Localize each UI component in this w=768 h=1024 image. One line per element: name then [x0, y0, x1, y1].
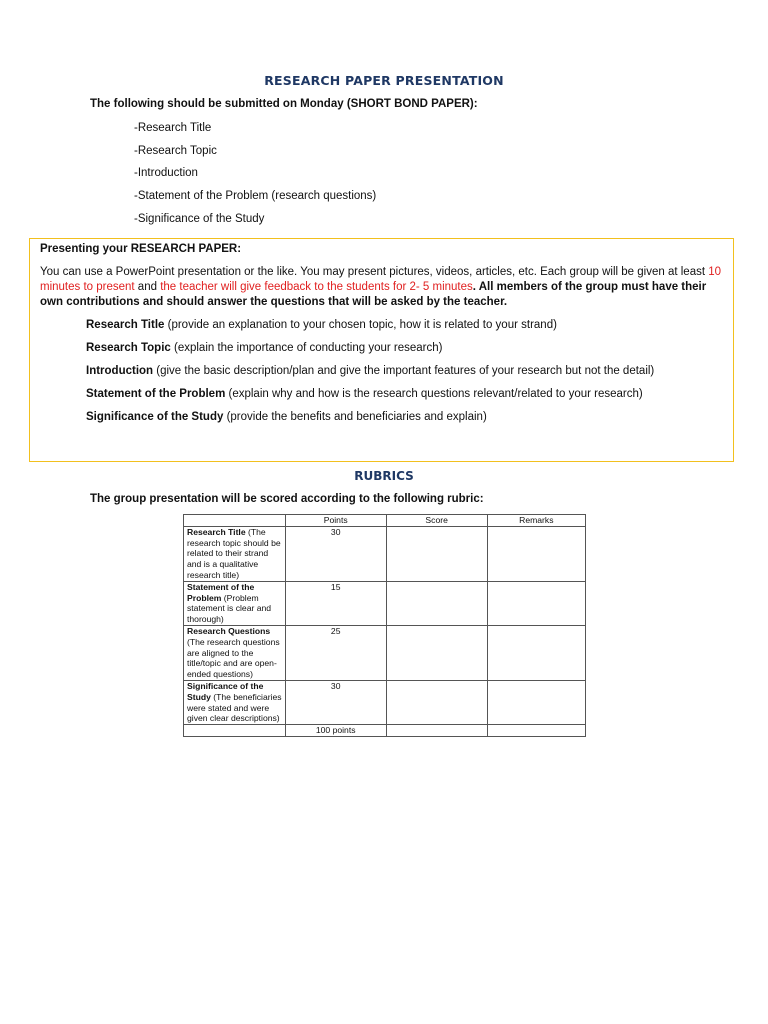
- explain-desc: (provide the benefits and beneficiaries and explain): [223, 411, 487, 423]
- table-row: [184, 581, 586, 625]
- explain-term: Introduction: [86, 365, 154, 377]
- total-points: 100 points: [285, 725, 386, 737]
- header-score: Score: [386, 515, 487, 527]
- header-criteria: [184, 515, 286, 527]
- explain-desc: (explain why and how is the research questions relevant/related to your research): [225, 388, 643, 400]
- criteria-cell: [184, 625, 286, 680]
- explain-term: Statement of the Problem: [86, 388, 226, 400]
- instructions-members: . All members of the group must have their own contributions and should answer the questions that will be asked by the teacher.: [40, 281, 707, 308]
- rubrics-intro: The group presentation will be scored according to the following rubric:: [90, 493, 484, 505]
- submission-item: -Research Title: [134, 122, 212, 134]
- submission-list: [134, 121, 376, 234]
- submission-item: -Statement of the Problem (research questions): [134, 190, 377, 203]
- score-cell: [386, 680, 487, 724]
- criteria-cell: [184, 526, 286, 581]
- explain-desc: (explain the importance of conducting your research): [170, 342, 443, 354]
- criteria-term: Statement of the Problem: [187, 581, 255, 603]
- explain-term: Research Title: [86, 319, 165, 331]
- rubrics-title: RUBRICS: [354, 469, 414, 483]
- header-points: Points: [285, 515, 386, 527]
- presenting-heading: Presenting your RESEARCH PAPER:: [40, 243, 242, 255]
- submission-item: -Significance of the Study: [134, 212, 265, 225]
- presenting-box: [29, 238, 734, 462]
- score-cell: [386, 526, 487, 581]
- explain-desc: (provide an explanation to your chosen topic, how it is related to your strand): [164, 319, 557, 331]
- criteria-desc: (Problem statement is clear and thorough): [187, 592, 272, 625]
- explain-item: [86, 318, 727, 341]
- table-row: [184, 680, 586, 724]
- criteria-desc: (The research questions are aligned to the title/topic and are open-ended questions): [187, 636, 280, 680]
- criteria-desc: (The beneficiaries were stated and were given clear descriptions): [187, 691, 282, 724]
- explain-list: [40, 318, 727, 433]
- table-total-row: [184, 725, 586, 737]
- remarks-cell: [487, 581, 585, 625]
- total-remarks-cell: [487, 725, 585, 737]
- criteria-cell: [184, 581, 286, 625]
- criteria-term: Significance of the Study: [187, 680, 264, 702]
- submission-item: -Research Topic: [134, 144, 217, 157]
- criteria-desc: (The research topic should be related to their strand and is a qualitative research title): [187, 526, 281, 580]
- criteria-cell: [184, 680, 286, 724]
- criteria-term: Research Questions: [187, 625, 271, 636]
- table-header-row: [184, 515, 586, 527]
- explain-desc: (give the basic description/plan and give the important features of your research but not the detail): [153, 365, 655, 377]
- presenting-instructions: [40, 265, 727, 310]
- explain-term: Significance of the Study: [86, 411, 224, 423]
- explain-item: [86, 387, 727, 410]
- page-title: RESEARCH PAPER PRESENTATION: [264, 73, 504, 88]
- explain-item: [86, 410, 727, 433]
- points-cell: 30: [285, 526, 386, 581]
- criteria-term: Research Title: [187, 526, 246, 537]
- score-cell: [386, 625, 487, 680]
- score-cell: [386, 581, 487, 625]
- instructions-text: and: [134, 281, 161, 293]
- remarks-cell: [487, 680, 585, 724]
- points-cell: 25: [285, 625, 386, 680]
- remarks-cell: [487, 526, 585, 581]
- submission-intro: The following should be submitted on Monday (SHORT BOND PAPER):: [90, 98, 478, 110]
- instructions-text: You can use a PowerPoint presentation or the like. You may present pictures, videos, articles, etc. Each group will be given at least: [40, 266, 709, 278]
- explain-item: [86, 364, 727, 387]
- highlight-feedback: the teacher will give feedback to the students for 2- 5 minutes: [160, 281, 473, 293]
- table-row: [184, 526, 586, 581]
- points-cell: 30: [285, 680, 386, 724]
- rubric-table: [183, 514, 586, 737]
- total-label-cell: [184, 725, 286, 737]
- highlight-time: 10 minutes to present: [40, 266, 722, 293]
- explain-item: [86, 341, 727, 364]
- header-remarks: Remarks: [487, 515, 585, 527]
- table-row: [184, 625, 586, 680]
- submission-item: -Introduction: [134, 167, 198, 180]
- total-score-cell: [386, 725, 487, 737]
- remarks-cell: [487, 625, 585, 680]
- points-cell: 15: [285, 581, 386, 625]
- explain-term: Research Topic: [86, 342, 171, 354]
